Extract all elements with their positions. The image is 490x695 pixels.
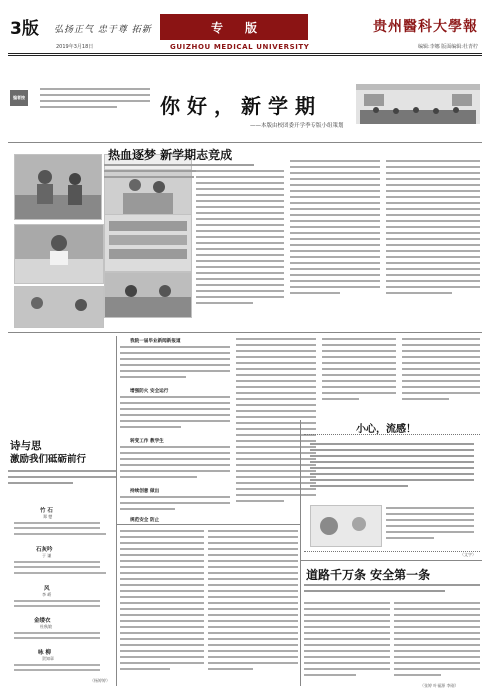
subsection-head-5: 规范安全 防止 <box>130 518 160 523</box>
poem-author-1: 郑 燮 <box>43 514 53 519</box>
poem-intro <box>8 470 116 494</box>
subsection-head-2: 增强防火 安全运行 <box>130 389 169 394</box>
notice-box <box>304 434 480 552</box>
bottom-article-col-1 <box>120 530 204 680</box>
main-subtitle: ——本版由校团委开学季专版小组策划 <box>250 123 344 129</box>
sports-photo <box>14 286 104 328</box>
section-tab-char-1: 专 <box>210 20 223 35</box>
section-tab <box>160 14 308 40</box>
flu-illustration <box>310 505 382 547</box>
editor-note-tag: 编者按 <box>10 90 28 106</box>
editor-note-text <box>40 88 150 112</box>
subsection-head-4: 持续创意 做出 <box>130 489 160 494</box>
poem-headline: 诗与思 <box>10 440 42 452</box>
poem-title-2: 石灰吟 <box>36 547 53 553</box>
poem-title-5: 咏 柳 <box>38 650 51 656</box>
bottom-article-col-2 <box>208 530 298 680</box>
section-divider <box>300 560 482 561</box>
poem-author-2: 于 谦 <box>42 553 52 558</box>
edition-number: 3版 <box>10 19 39 39</box>
poem-author-4: 杜秋娘 <box>40 624 52 629</box>
notice-headline: 小心，流感！ <box>356 424 416 435</box>
safety-intro <box>304 584 480 598</box>
editor-credits: 编辑:李娜 版面编辑:杜青柠 <box>418 44 478 50</box>
masthead <box>8 14 482 50</box>
column-divider <box>300 420 301 686</box>
subsection-head-3: 转变工作 教学生 <box>130 439 164 444</box>
section-divider <box>8 142 482 143</box>
masthead-rule <box>8 53 482 54</box>
article-col-mid-2 <box>322 338 396 408</box>
english-name: GUIZHOU MEDICAL UNIVERSITY <box>170 43 310 51</box>
hot-article-col-2 <box>290 160 380 320</box>
hot-headline: 热血逐梦 新学期志竞成 <box>108 148 233 162</box>
article-text-4 <box>120 496 230 518</box>
notice-credit: （文字） <box>460 552 476 557</box>
classroom-photo <box>356 84 480 124</box>
article-text-3 <box>120 446 230 486</box>
poem-title-3: 风 <box>44 586 50 592</box>
poem-author-3: 李 峤 <box>42 592 52 597</box>
column-divider <box>116 336 117 686</box>
hot-article-col-3 <box>386 160 480 320</box>
poem-title-4: 金缕衣 <box>34 618 51 624</box>
article-col-right <box>402 338 480 408</box>
cooking-photo <box>14 224 104 284</box>
masthead-motto: 弘扬正气 忠于尊 拓新 <box>54 25 152 35</box>
subsection-head-1: 我院一届毕业新闻新报道 <box>130 339 181 344</box>
section-divider <box>8 332 482 333</box>
poem-author-5: 贺知章 <box>42 656 54 661</box>
article-text-2 <box>120 396 230 436</box>
masthead-rule-thin <box>8 55 482 56</box>
canteen-photo <box>14 154 102 220</box>
safety-headline: 道路千万条 安全第一条 <box>306 568 431 582</box>
study-photo <box>104 272 192 318</box>
issue-date: 2019年3月18日 <box>56 44 94 50</box>
poem-title-1: 竹 石 <box>40 508 53 514</box>
safety-credit: （张婷 叶福源 李刚） <box>420 683 459 688</box>
poem-subheadline: 激励我们砥砺前行 <box>10 454 87 465</box>
library-photo <box>104 214 192 272</box>
newspaper-logo: 贵州醫科大學報 <box>373 19 478 35</box>
section-tab-char-2: 版 <box>245 20 258 35</box>
poem-credit: （杨婷婷） <box>90 678 110 683</box>
section-divider <box>116 524 300 525</box>
bottom-article-col-4 <box>394 602 480 682</box>
hot-article-col-1 <box>196 170 284 330</box>
article-text-1 <box>120 346 230 386</box>
main-headline: 你好，新学期 <box>160 94 322 118</box>
bottom-article-col-3 <box>304 602 390 682</box>
